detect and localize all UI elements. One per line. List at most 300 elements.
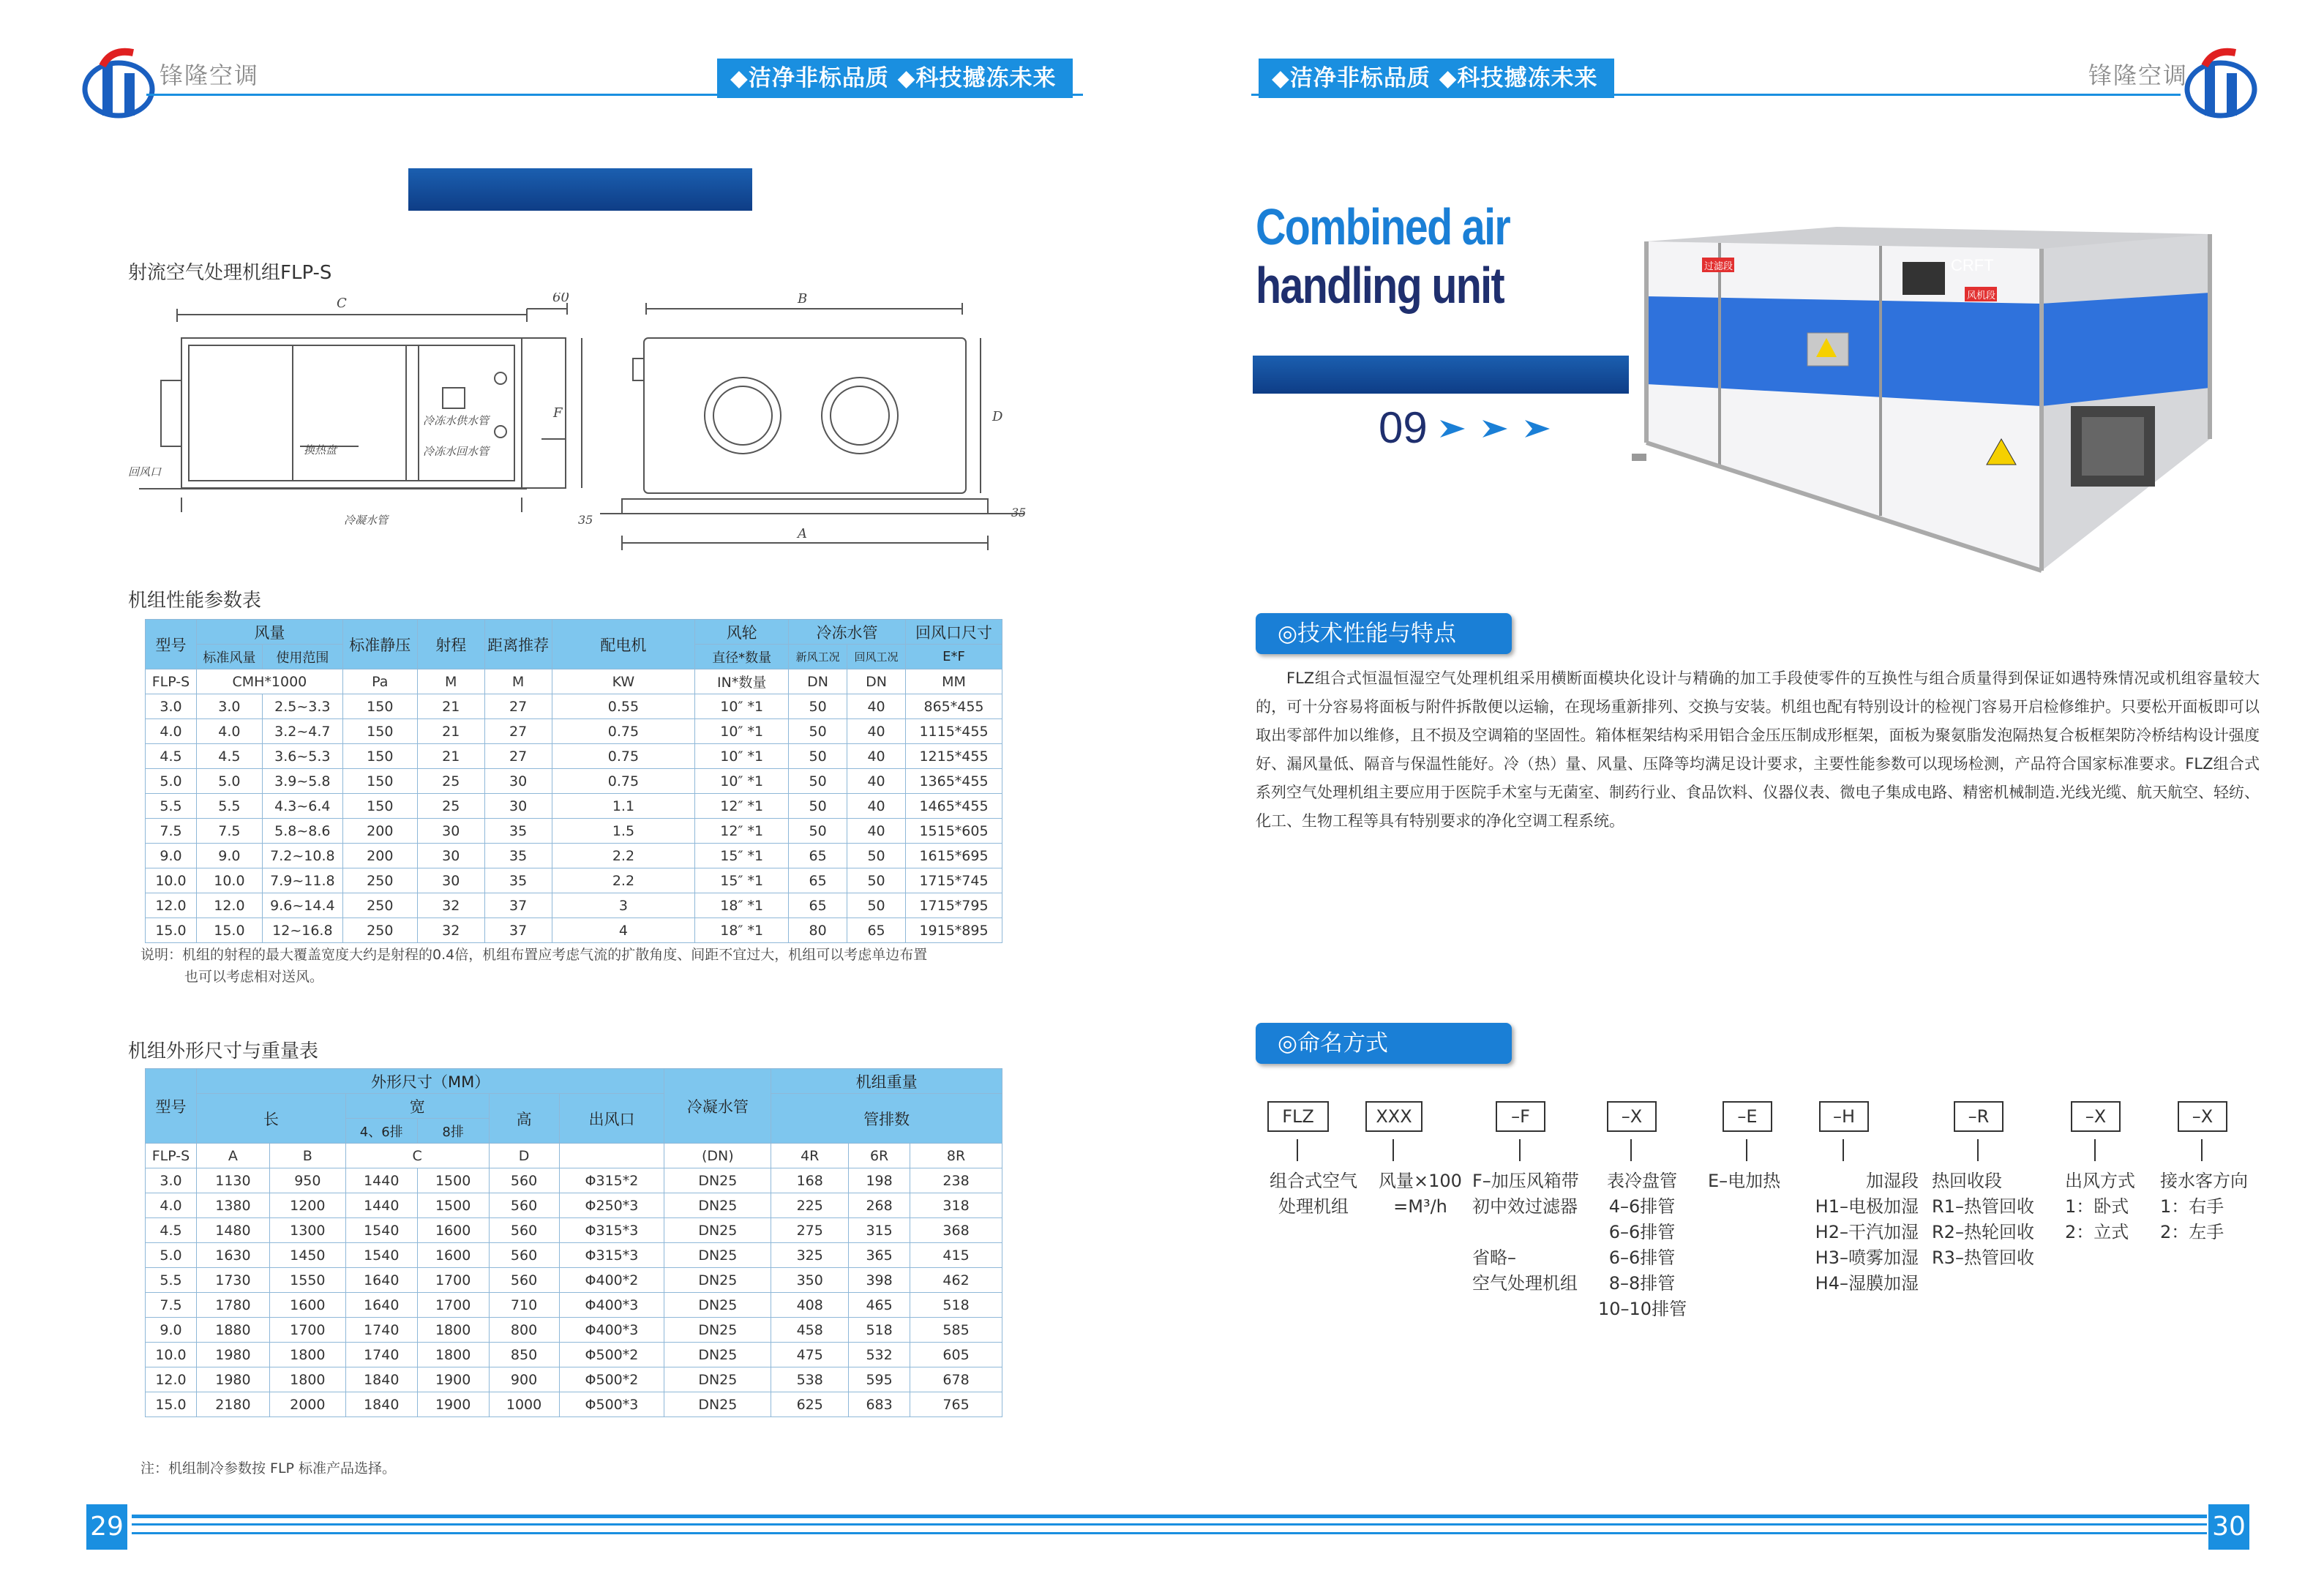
naming-description: E–电加热 — [1708, 1171, 1781, 1191]
perf-row — [146, 893, 1002, 918]
perf-cell: 10″ *1 — [695, 694, 789, 719]
dim-cell: 458 — [771, 1318, 849, 1343]
dim-cell: DN25 — [664, 1367, 771, 1392]
perf-cell: 50 — [847, 868, 906, 893]
perf-cell: 3.2~4.7 — [262, 719, 342, 744]
english-title-line2: handling unit — [1256, 257, 1504, 314]
dth-outlet: 出风口 — [559, 1094, 664, 1144]
dim-cell: 800 — [489, 1318, 559, 1343]
dim-cell: 1000 — [489, 1392, 559, 1417]
th-return: 回风工况 — [847, 645, 906, 669]
dim-cell: 2000 — [269, 1392, 345, 1417]
dim-cell: 585 — [910, 1318, 1002, 1343]
perf-row — [146, 694, 1002, 719]
dim-cell: 518 — [849, 1318, 910, 1343]
perf-note — [140, 944, 1048, 988]
dim-cell: 475 — [771, 1343, 849, 1367]
dim-cell: 605 — [910, 1343, 1002, 1367]
naming-code-box: –X — [2071, 1101, 2121, 1132]
dim-cell: Φ500*3 — [559, 1392, 664, 1417]
th-airflow: 风量 — [196, 620, 342, 645]
perf-cell: 250 — [342, 893, 417, 918]
perf-cell: 4.5 — [146, 744, 197, 769]
dim-row — [146, 1268, 1002, 1293]
perf-cell: 15.0 — [196, 918, 262, 943]
perf-cell: 25 — [417, 794, 484, 819]
dim-cell: 7.5 — [146, 1293, 197, 1318]
perf-cell: 0.75 — [552, 744, 695, 769]
dim-cell: DN25 — [664, 1343, 771, 1367]
perf-cell: 3.9~5.8 — [262, 769, 342, 794]
perf-cell: 200 — [342, 819, 417, 844]
dim-cell: 1700 — [417, 1268, 489, 1293]
perf-row — [146, 918, 1002, 943]
dim-cell: 268 — [849, 1193, 910, 1218]
dim-cell: 1740 — [345, 1343, 417, 1367]
dim-row — [146, 1243, 1002, 1268]
perf-cell: 3.6~5.3 — [262, 744, 342, 769]
return-air-label: 回风口 — [128, 465, 162, 479]
dim-cell: 625 — [771, 1392, 849, 1417]
th-static: 标准静压 — [342, 620, 417, 669]
dim-cell: 678 — [910, 1367, 1002, 1392]
perf-cell: 250 — [342, 868, 417, 893]
perf-cell: 150 — [342, 719, 417, 744]
dim-cell: Φ400*2 — [559, 1268, 664, 1293]
dim-cell: 1640 — [345, 1293, 417, 1318]
dim-cell: 365 — [849, 1243, 910, 1268]
dim-cell: 538 — [771, 1367, 849, 1392]
perf-cell: 2.2 — [552, 868, 695, 893]
dim-35a-label: 35 — [578, 513, 593, 527]
pipe-return-label: 冷冻水回水管 — [423, 445, 490, 458]
technical-drawing — [117, 293, 1061, 563]
dim-cell: 560 — [489, 1193, 559, 1218]
perf-cell: 7.9~11.8 — [262, 868, 342, 893]
dim-cell: 2180 — [196, 1392, 269, 1417]
dim-cell: 1840 — [345, 1367, 417, 1392]
dimension-table — [145, 1068, 1002, 1417]
perf-cell: 2.5~3.3 — [262, 694, 342, 719]
dim-cell: 238 — [910, 1168, 1002, 1193]
perf-cell: 27 — [484, 744, 552, 769]
naming-description: 表冷盘管 4–6排管 6–6排管 6–6排管 8–8排管 10–10排管 — [1598, 1171, 1687, 1319]
dim-cell: 1130 — [196, 1168, 269, 1193]
dim-cell: 1840 — [345, 1392, 417, 1417]
perf-cell: 35 — [484, 868, 552, 893]
dim-f-label: F — [553, 405, 563, 421]
dim-cell: 950 — [269, 1168, 345, 1193]
perf-cell: 10.0 — [146, 868, 197, 893]
dim-cell: 1880 — [196, 1318, 269, 1343]
perf-cell: 40 — [847, 694, 906, 719]
dim-cell: Φ500*2 — [559, 1367, 664, 1392]
perf-cell: 35 — [484, 844, 552, 868]
perf-cell: 27 — [484, 719, 552, 744]
dim-cell: 532 — [849, 1343, 910, 1367]
dim-cell: 12.0 — [146, 1367, 197, 1392]
th-rated: 标准风量 — [196, 645, 262, 669]
slogan-right: ◆洁净非标品质 ◆科技撼冻未来 — [1259, 59, 1614, 98]
dim-cell: DN25 — [664, 1268, 771, 1293]
dim-row — [146, 1293, 1002, 1318]
perf-cell: 32 — [417, 893, 484, 918]
perf-cell: 50 — [789, 694, 847, 719]
dim-cell: DN25 — [664, 1168, 771, 1193]
coil-label: 换热盘 — [304, 443, 337, 457]
naming-code-box: FLZ — [1267, 1101, 1329, 1132]
perf-cell: 30 — [484, 794, 552, 819]
dim-cell: Φ400*3 — [559, 1318, 664, 1343]
perf-cell: 10″ *1 — [695, 744, 789, 769]
perf-cell: 5.0 — [146, 769, 197, 794]
dim-table-title: 机组外形尺寸与重量表 — [128, 1040, 319, 1062]
perf-cell: 65 — [789, 868, 847, 893]
dim-row — [146, 1343, 1002, 1367]
th-motor: 配电机 — [552, 620, 695, 669]
dim-cell: 1440 — [345, 1193, 417, 1218]
naming-connector — [1746, 1139, 1747, 1161]
perf-cell: 1.5 — [552, 819, 695, 844]
perf-cell: 1115*455 — [906, 719, 1002, 744]
dim-c-label: C — [337, 296, 347, 311]
perf-cell: 50 — [789, 794, 847, 819]
english-title — [1256, 198, 1636, 315]
dim-cell: 518 — [910, 1293, 1002, 1318]
perf-cell: 25 — [417, 769, 484, 794]
dim-cell: 710 — [489, 1293, 559, 1318]
dth-drain: 冷凝水管 — [664, 1069, 771, 1144]
dim-cell: 1380 — [196, 1193, 269, 1218]
perf-cell: 1715*795 — [906, 893, 1002, 918]
dth-height: 高 — [489, 1094, 559, 1144]
dim-cell: 1200 — [269, 1193, 345, 1218]
naming-connector — [1977, 1139, 1979, 1161]
perf-cell: 150 — [342, 744, 417, 769]
perf-cell: 15.0 — [146, 918, 197, 943]
perf-cell: 27 — [484, 694, 552, 719]
dim-d-label: D — [992, 409, 1003, 424]
perf-cell: 30 — [417, 819, 484, 844]
th-range: 使用范围 — [262, 645, 342, 669]
brand-name-right: 锋隆空调 — [2088, 61, 2189, 89]
dim-a-label: A — [798, 526, 807, 541]
dth-outer: 外形尺寸（MM） — [196, 1069, 664, 1094]
dim-cell: 9.0 — [146, 1318, 197, 1343]
perf-cell: 1515*605 — [906, 819, 1002, 844]
perf-cell: 50 — [789, 719, 847, 744]
dim-cell: 1980 — [196, 1367, 269, 1392]
naming-connector — [1297, 1139, 1298, 1161]
perf-cell: 15″ *1 — [695, 868, 789, 893]
dim-cell: 462 — [910, 1268, 1002, 1293]
dim-cell: 315 — [849, 1218, 910, 1243]
filter-section-label: 过滤段 — [1704, 260, 1733, 271]
dim-cell: DN25 — [664, 1293, 771, 1318]
dth-w46: 4、6排 — [345, 1119, 417, 1144]
th-outlet: 回风口尺寸 — [906, 620, 1002, 645]
dim-cell: 368 — [910, 1218, 1002, 1243]
dim-cell: 1480 — [196, 1218, 269, 1243]
logo-icon — [2184, 44, 2257, 121]
perf-row — [146, 719, 1002, 744]
footer-stripe-1 — [132, 1515, 2207, 1518]
naming-connector — [1630, 1139, 1632, 1161]
perf-row — [146, 819, 1002, 844]
dim-cell: 560 — [489, 1218, 559, 1243]
perf-unit-row: FLP-S CMH*1000 Pa M M KW IN*数量 DN DN MM — [146, 669, 1002, 694]
dim-cell: 765 — [910, 1392, 1002, 1417]
perf-cell: 1215*455 — [906, 744, 1002, 769]
brand-badge-label: CRFT — [1951, 256, 1994, 274]
dim-cell: DN25 — [664, 1243, 771, 1268]
naming-code-box: –H — [1819, 1101, 1869, 1132]
dth-model: 型号 — [146, 1069, 197, 1144]
dim-cell: 1500 — [417, 1168, 489, 1193]
perf-cell: 65 — [847, 918, 906, 943]
perf-cell: 150 — [342, 694, 417, 719]
perf-cell: 1615*695 — [906, 844, 1002, 868]
dim-cell: 1300 — [269, 1218, 345, 1243]
dim-cell: 850 — [489, 1343, 559, 1367]
perf-cell: 12″ *1 — [695, 794, 789, 819]
naming-code-box: –R — [1954, 1101, 2003, 1132]
dim-cell: DN25 — [664, 1218, 771, 1243]
dim-row — [146, 1367, 1002, 1392]
th-wheel: 风轮 — [695, 620, 789, 645]
dim-cell: 1600 — [417, 1243, 489, 1268]
dim-cell: 1740 — [345, 1318, 417, 1343]
perf-cell: 50 — [847, 893, 906, 918]
dim-cell: 325 — [771, 1243, 849, 1268]
perf-cell: 50 — [789, 744, 847, 769]
perf-cell: 18″ *1 — [695, 893, 789, 918]
perf-cell: 9.0 — [146, 844, 197, 868]
perf-cell: 5.5 — [196, 794, 262, 819]
th-throw: 射程 — [417, 620, 484, 669]
dim-cell: 1700 — [269, 1318, 345, 1343]
dim-35b-label: 35 — [1011, 506, 1027, 519]
perf-note-line1: 说明：机组的射程的最大覆盖宽度大约是射程的0.4倍，机组布置应考虑气流的扩散角度、间距不宜过大，机组可以考虑单边布置 — [140, 947, 928, 963]
perf-cell: 4 — [552, 918, 695, 943]
dim-cell: 1980 — [196, 1343, 269, 1367]
fan-section-label: 风机段 — [1967, 290, 1996, 301]
perf-cell: 9.6~14.4 — [262, 893, 342, 918]
dim-cell: 408 — [771, 1293, 849, 1318]
dim-60-label: 60 — [552, 293, 569, 305]
dim-cell: 1730 — [196, 1268, 269, 1293]
dim-row — [146, 1193, 1002, 1218]
dim-cell: 900 — [489, 1367, 559, 1392]
dim-cell: 1800 — [269, 1343, 345, 1367]
dim-cell: Φ250*3 — [559, 1193, 664, 1218]
perf-cell: 3.0 — [146, 694, 197, 719]
english-title-line1: Combined air — [1256, 198, 1510, 255]
dim-cell: 1640 — [345, 1268, 417, 1293]
perf-cell: 35 — [484, 819, 552, 844]
page-number-right: 30 — [2208, 1504, 2249, 1550]
dim-cell: 10.0 — [146, 1343, 197, 1367]
perf-cell: 1915*895 — [906, 918, 1002, 943]
perf-cell: 150 — [342, 769, 417, 794]
naming-code-box: –F — [1496, 1101, 1545, 1132]
perf-cell: 30 — [484, 769, 552, 794]
logo-left — [82, 44, 155, 121]
perf-cell: 4.0 — [146, 719, 197, 744]
product-title: 射流空气处理机组FLP-S — [128, 262, 332, 284]
dim-cell: 4.0 — [146, 1193, 197, 1218]
perf-cell: 50 — [789, 819, 847, 844]
naming-description: 接水客方向 1：右手 2：左手 — [2160, 1171, 2248, 1242]
dim-cell: Φ315*3 — [559, 1218, 664, 1243]
th-outlet-sub: E*F — [906, 645, 1002, 669]
dim-cell: Φ315*3 — [559, 1243, 664, 1268]
performance-table — [145, 619, 1002, 943]
perf-cell: 50 — [847, 844, 906, 868]
perf-cell: 65 — [789, 844, 847, 868]
dim-cell: 1440 — [345, 1168, 417, 1193]
dim-row — [146, 1318, 1002, 1343]
dth-width: 宽 — [345, 1094, 489, 1119]
dim-cell: 465 — [849, 1293, 910, 1318]
perf-cell: 40 — [847, 819, 906, 844]
dim-cell: 318 — [910, 1193, 1002, 1218]
dth-length: 长 — [196, 1094, 345, 1144]
dim-cell: 168 — [771, 1168, 849, 1193]
title-bar-decoration — [408, 168, 752, 211]
page-number-left: 29 — [86, 1504, 127, 1550]
perf-cell: 12.0 — [196, 893, 262, 918]
dim-cell: 1540 — [345, 1243, 417, 1268]
chevron-arrows-icon — [1440, 416, 1564, 445]
perf-cell: 18″ *1 — [695, 918, 789, 943]
perf-cell: 80 — [789, 918, 847, 943]
perf-cell: 250 — [342, 918, 417, 943]
slogan-left: ◆洁净非标品质 ◆科技撼冻未来 — [717, 59, 1073, 98]
dim-cell: 3.0 — [146, 1168, 197, 1193]
perf-row — [146, 769, 1002, 794]
perf-cell: 30 — [417, 868, 484, 893]
naming-connector — [1843, 1139, 1844, 1161]
footer-stripe-2 — [132, 1523, 2207, 1526]
perf-cell: 150 — [342, 794, 417, 819]
dim-cell: Φ315*2 — [559, 1168, 664, 1193]
th-wheel-sub: 直径*数量 — [695, 645, 789, 669]
perf-cell: 7.5 — [196, 819, 262, 844]
dim-cell: 1700 — [417, 1293, 489, 1318]
perf-cell: 4.0 — [196, 719, 262, 744]
perf-cell: 32 — [417, 918, 484, 943]
perf-row — [146, 844, 1002, 868]
perf-cell: 15″ *1 — [695, 844, 789, 868]
perf-note-line2: 也可以考虑相对送风。 — [184, 969, 324, 985]
perf-cell: 0.75 — [552, 769, 695, 794]
perf-cell: 10″ *1 — [695, 719, 789, 744]
perf-cell: 0.75 — [552, 719, 695, 744]
dim-cell: 1800 — [417, 1318, 489, 1343]
th-fresh: 新风工况 — [789, 645, 847, 669]
perf-cell: 10″ *1 — [695, 769, 789, 794]
footer-stripe-3 — [132, 1532, 2207, 1534]
perf-cell: 12″ *1 — [695, 819, 789, 844]
perf-cell: 12.0 — [146, 893, 197, 918]
pipe-supply-label: 冷冻水供水管 — [423, 414, 490, 427]
perf-cell: 7.2~10.8 — [262, 844, 342, 868]
chapter-number: 09 — [1379, 403, 1428, 452]
naming-code-box: XXX — [1365, 1101, 1422, 1132]
perf-row — [146, 794, 1002, 819]
dim-unit-row: FLP-S A B C D (DN) 4R 6R 8R — [146, 1144, 1002, 1168]
perf-table-title: 机组性能参数表 — [128, 590, 262, 612]
dim-cell: DN25 — [664, 1193, 771, 1218]
dim-cell: 1540 — [345, 1218, 417, 1243]
dim-row — [146, 1218, 1002, 1243]
perf-cell: 10.0 — [196, 868, 262, 893]
perf-cell: 37 — [484, 893, 552, 918]
perf-cell: 0.55 — [552, 694, 695, 719]
naming-description: 加湿段 H1–电极加湿 H2–干汽加湿 H3–喷雾加湿 H4–湿膜加湿 — [1815, 1171, 1919, 1294]
dim-cell: 15.0 — [146, 1392, 197, 1417]
dim-cell: 560 — [489, 1268, 559, 1293]
perf-cell: 4.5 — [196, 744, 262, 769]
dim-cell: 1800 — [269, 1367, 345, 1392]
dth-rows: 管排数 — [771, 1094, 1002, 1144]
dim-cell: 225 — [771, 1193, 849, 1218]
dim-cell: 415 — [910, 1243, 1002, 1268]
perf-cell: 5.5 — [146, 794, 197, 819]
perf-cell: 1.1 — [552, 794, 695, 819]
dim-cell: 595 — [849, 1367, 910, 1392]
dim-cell: 1450 — [269, 1243, 345, 1268]
perf-cell: 3 — [552, 893, 695, 918]
naming-connector — [2094, 1139, 2096, 1161]
chapter-bar — [1253, 356, 1629, 394]
dim-cell: Φ400*3 — [559, 1293, 664, 1318]
perf-cell: 1465*455 — [906, 794, 1002, 819]
air-handling-unit-photo — [1632, 219, 2217, 578]
dim-cell: 398 — [849, 1268, 910, 1293]
naming-code-box: –X — [1607, 1101, 1657, 1132]
tech-paragraph: FLZ组合式恒温恒湿空气处理机组采用横断面模块化设计与精确的加工手段使零件的互换性与组合质量得到保证如遇特殊情况或机组容量较大的，可十分容易将面板与附件拆散便以运输，在现场重新排列、交换与安装。机组也配有特别设计的检视门容易开启检修维护。只要松开面板即可以取出零部件加以维修，且不损及空调箱的坚固性。箱体框架结构采用铝合金压压制成形框架，面板为聚氨脂发泡隔热复合板框架防冷桥结构设计强度好、漏风量低、隔音与保温性能好。冷（热）量、风量、压降等均满足设计要求，主要性能参数可以现场检测，产品符合国家标准要求。FLZ组合式系列空气处理机组主要应用于医院手术室与无菌室、制药行业、食品饮料、仪器仪表、微电子集成电路、精密机械制造.光线光缆、航天航空、轻纺、化工、生物工程等具有特别要求的净化空调工程系统。 — [1256, 669, 2260, 830]
dim-cell: 1550 — [269, 1268, 345, 1293]
perf-cell: 50 — [789, 769, 847, 794]
perf-cell: 12~16.8 — [262, 918, 342, 943]
dim-cell: 1800 — [417, 1343, 489, 1367]
naming-description: F–加压风箱带 初中效过滤器 省略– 空气处理机组 — [1472, 1171, 1579, 1294]
perf-cell: 40 — [847, 794, 906, 819]
perf-row — [146, 744, 1002, 769]
dim-cell: 560 — [489, 1168, 559, 1193]
naming-code-box: –E — [1723, 1101, 1772, 1132]
naming-code-box: –X — [2178, 1101, 2227, 1132]
perf-cell: 1365*455 — [906, 769, 1002, 794]
perf-cell: 4.3~6.4 — [262, 794, 342, 819]
dim-cell: 4.5 — [146, 1218, 197, 1243]
perf-cell: 40 — [847, 769, 906, 794]
dim-cell: 1500 — [417, 1193, 489, 1218]
naming-description: 出风方式 1：卧式 2：立式 — [2065, 1171, 2135, 1242]
naming-description: 风量×100 =M³/h — [1379, 1171, 1462, 1217]
dim-cell: 1900 — [417, 1392, 489, 1417]
dim-cell: 683 — [849, 1392, 910, 1417]
th-model: 型号 — [146, 620, 197, 669]
dim-cell: 198 — [849, 1168, 910, 1193]
perf-cell: 21 — [417, 694, 484, 719]
naming-description: 组合式空气 处理机组 — [1270, 1171, 1357, 1217]
dim-cell: DN25 — [664, 1392, 771, 1417]
dim-cell: 1600 — [417, 1218, 489, 1243]
perf-cell: 1715*745 — [906, 868, 1002, 893]
